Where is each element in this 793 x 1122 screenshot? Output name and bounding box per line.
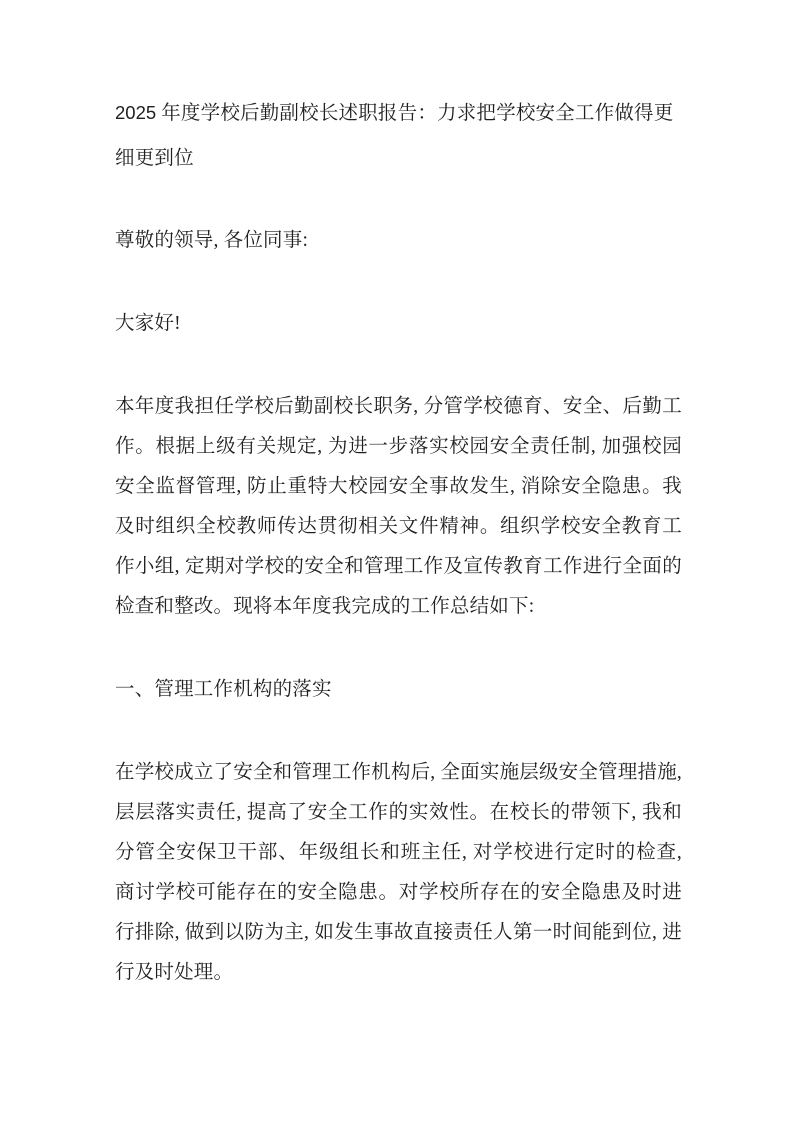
page-title-year: 2025 bbox=[115, 102, 157, 123]
section-heading-1: 一、管理工作机构的落实 bbox=[115, 679, 332, 700]
greeting: 大家好! bbox=[115, 313, 181, 334]
page-title bbox=[115, 90, 682, 181]
intro-paragraph: 本年度我担任学校后勤副校长职务, 分管学校德育、安全、后勤工作。根据上级有关规定, 为进一步落实校园安全责任制, 加强校园安全监督管理, 防止重特大校园安全事故发生, 消除安全隐患。我及时组织全校教师传达贯彻相关文件精神。组织学校安全教育工作小组, 定期对学校的安全和管理工作及宣传教育工作进行全面的检查和整改。现将本年度我完成的工作总结如下: bbox=[115, 396, 682, 617]
page-title-text: 年度学校后勤副校长述职报告：力求把学校安全工作做得更细更到位 bbox=[115, 103, 674, 169]
salutation: 尊敬的领导, 各位同事: bbox=[115, 230, 309, 251]
document-body bbox=[115, 90, 682, 993]
section-body-1: 在学校成立了安全和管理工作机构后, 全面实施层级安全管理措施, 层层落实责任, 提高了安全工作的实效性。在校长的带领下, 我和分管全安保卫干部、年级组长和班主任, 对学校进行定时的检查, 商讨学校可能存在的安全隐患。对学校所存在的安全隐患及时进行排除, 做到以防为主, 如发生事故直接责任人第一时间能到位, 进行及时处理。 bbox=[115, 762, 682, 983]
